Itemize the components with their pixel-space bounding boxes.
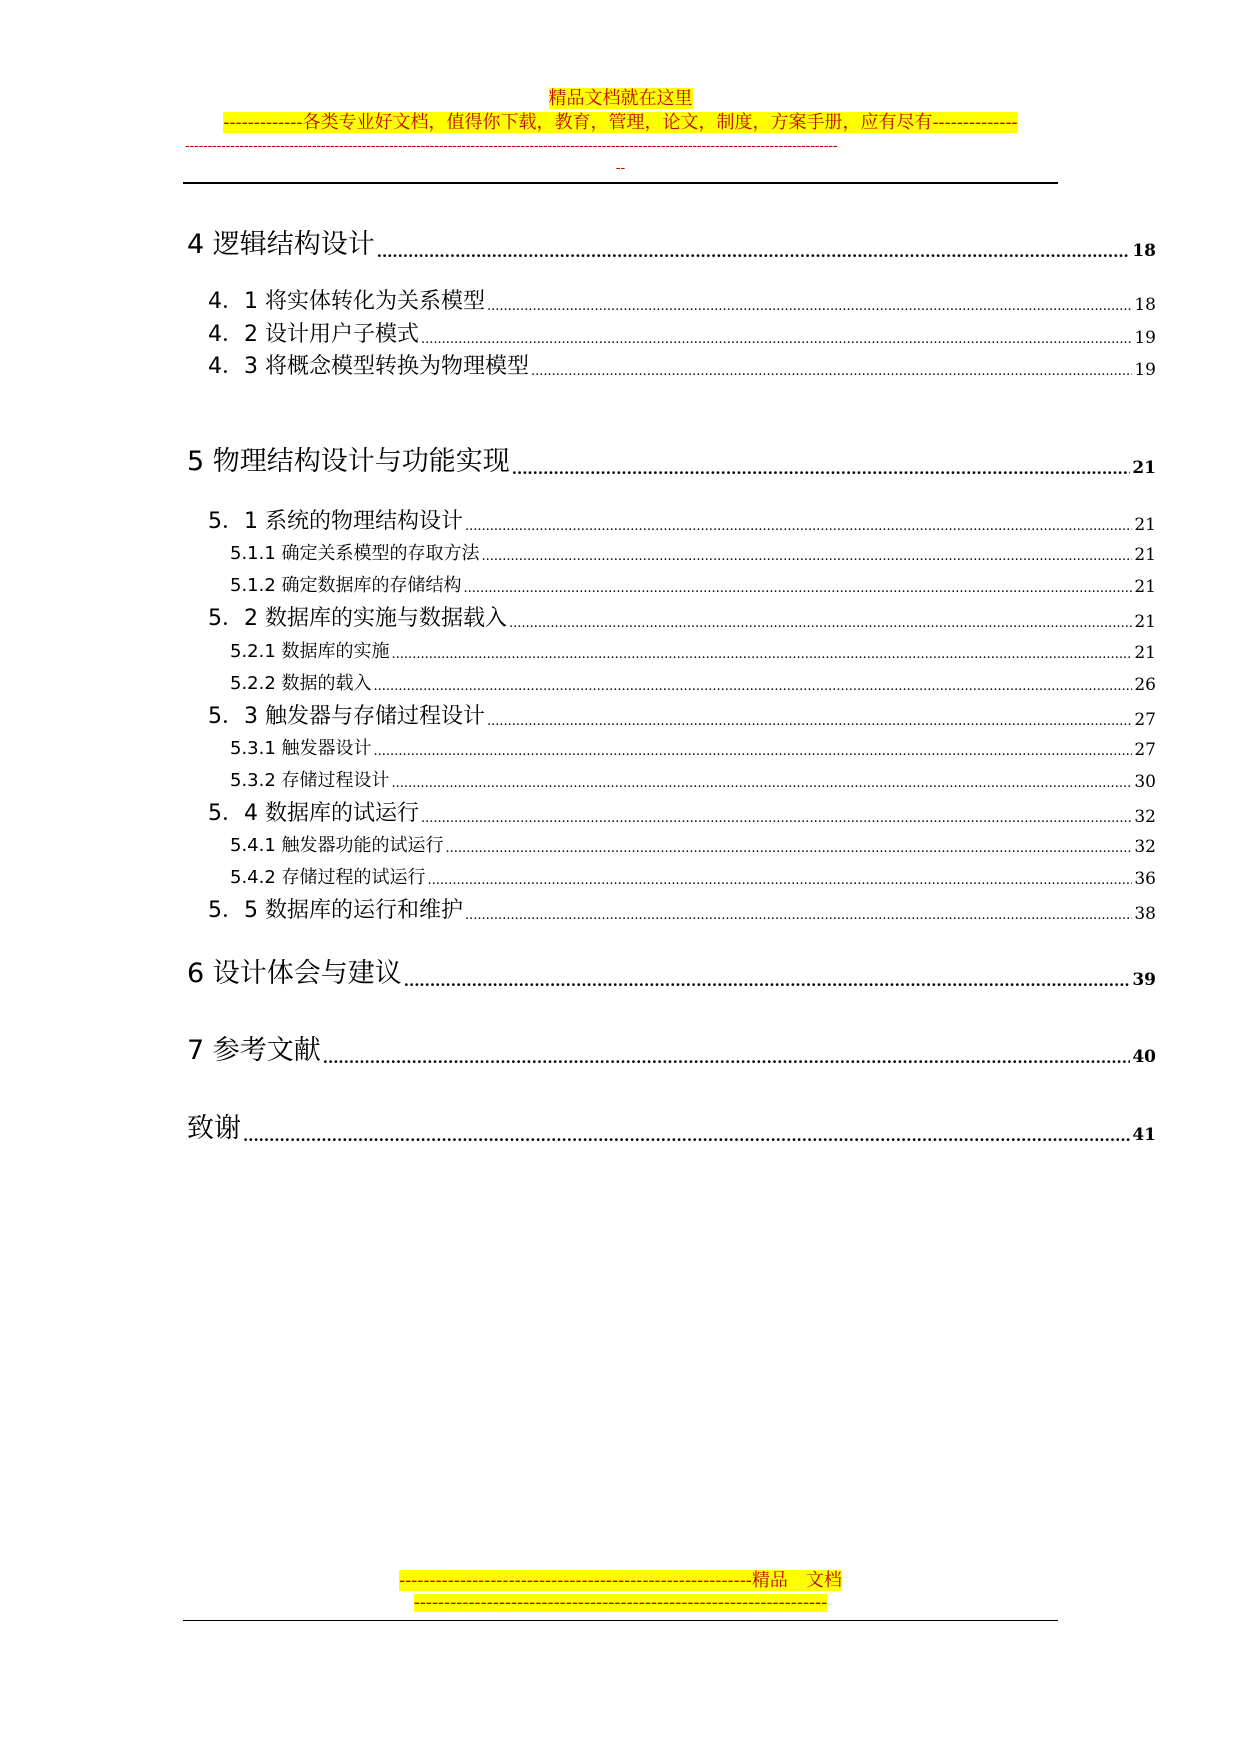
toc-leader bbox=[487, 299, 1132, 315]
toc-subsection-5-2-1[interactable] bbox=[230, 639, 1156, 663]
toc-leader bbox=[421, 811, 1132, 827]
toc-leader bbox=[421, 332, 1132, 348]
toc-chapter-7[interactable] bbox=[187, 1031, 1156, 1067]
toc-leader bbox=[392, 776, 1133, 792]
toc-leader bbox=[446, 841, 1133, 857]
toc-leader bbox=[243, 1127, 1130, 1145]
toc-title: 5．4 数据库的试运行 bbox=[208, 801, 419, 826]
toc-title: 5.4.1 触发器功能的试运行 bbox=[230, 835, 444, 856]
toc-leader bbox=[323, 1049, 1131, 1067]
toc-subsection-5-2-2[interactable] bbox=[230, 671, 1156, 695]
header-tagline: -------------各类专业好文档，值得你下载，教育，管理，论文，制度，方案手册，应有尽有-------------- bbox=[223, 112, 1018, 133]
footer-label: ----------------------------------------------------------精品 文档 bbox=[399, 1570, 842, 1591]
toc-page: 32 bbox=[1134, 837, 1156, 857]
toc-section-5-5[interactable] bbox=[208, 896, 1156, 924]
toc-title: 4 逻辑结构设计 bbox=[187, 229, 375, 260]
toc-page: 40 bbox=[1132, 1047, 1156, 1067]
toc-title: 5.1.1 确定关系模型的存取方法 bbox=[230, 543, 480, 564]
toc-subsection-5-4-1[interactable] bbox=[230, 833, 1156, 857]
toc-leader bbox=[464, 581, 1133, 597]
header-tagline-line bbox=[0, 112, 1241, 134]
footer-dashes-line bbox=[0, 1594, 1241, 1612]
header-dashes-tail: -- bbox=[615, 160, 626, 176]
toc-title: 5．1 系统的物理结构设计 bbox=[208, 509, 463, 534]
toc-page: 41 bbox=[1132, 1125, 1156, 1145]
toc-leader bbox=[377, 243, 1131, 261]
toc-leader bbox=[428, 873, 1133, 889]
toc-title: 5.4.2 存储过程的试运行 bbox=[230, 867, 426, 888]
toc-page: 32 bbox=[1134, 807, 1156, 827]
toc-chapter-6[interactable] bbox=[187, 954, 1156, 990]
toc-section-5-3[interactable] bbox=[208, 702, 1156, 730]
toc-page: 27 bbox=[1134, 710, 1156, 730]
toc-leader bbox=[374, 679, 1133, 695]
toc-leader bbox=[374, 744, 1133, 760]
toc-page: 36 bbox=[1134, 869, 1156, 889]
toc-section-4-2[interactable] bbox=[208, 320, 1156, 348]
header-title: 精品文档就在这里 bbox=[548, 88, 693, 109]
toc-title: 5．3 触发器与存储过程设计 bbox=[208, 704, 485, 729]
footer-rule bbox=[183, 1620, 1058, 1621]
toc-subsection-5-4-2[interactable] bbox=[230, 865, 1156, 889]
toc-subsection-5-3-1[interactable] bbox=[230, 736, 1156, 760]
toc-leader bbox=[465, 908, 1132, 924]
toc-leader bbox=[482, 549, 1133, 565]
toc-leader bbox=[487, 714, 1132, 730]
toc-leader bbox=[512, 460, 1131, 478]
toc-page: 26 bbox=[1134, 675, 1156, 695]
toc-leader bbox=[404, 972, 1131, 990]
toc-section-5-2[interactable] bbox=[208, 604, 1156, 632]
toc-title: 5.2.1 数据库的实施 bbox=[230, 641, 390, 662]
toc-page: 21 bbox=[1134, 545, 1156, 565]
toc-title: 5.3.2 存储过程设计 bbox=[230, 770, 390, 791]
toc-title: 5．5 数据库的运行和维护 bbox=[208, 898, 463, 923]
toc-section-4-3[interactable] bbox=[208, 352, 1156, 380]
toc-page: 21 bbox=[1134, 577, 1156, 597]
toc-title: 4．2 设计用户子模式 bbox=[208, 322, 419, 347]
toc-page: 27 bbox=[1134, 740, 1156, 760]
toc-page: 19 bbox=[1134, 360, 1156, 380]
toc-page: 21 bbox=[1134, 612, 1156, 632]
toc-subsection-5-3-2[interactable] bbox=[230, 768, 1156, 792]
toc-acknowledgements[interactable] bbox=[187, 1109, 1156, 1145]
toc-title: 致谢 bbox=[187, 1113, 241, 1144]
toc-title: 5.2.2 数据的载入 bbox=[230, 673, 372, 694]
toc-chapter-4[interactable] bbox=[187, 225, 1156, 261]
toc-section-4-1[interactable] bbox=[208, 287, 1156, 315]
header-dashes: ------------------------------------------------------------------------------------------------------------------------------------------------ bbox=[185, 138, 838, 154]
toc-page: 19 bbox=[1134, 328, 1156, 348]
toc-title: 5．2 数据库的实施与数据载入 bbox=[208, 606, 507, 631]
toc-chapter-5[interactable] bbox=[187, 442, 1156, 478]
toc-subsection-5-1-2[interactable] bbox=[230, 573, 1156, 597]
toc-leader bbox=[531, 364, 1132, 380]
toc-page: 39 bbox=[1132, 970, 1156, 990]
toc-leader bbox=[465, 519, 1132, 535]
toc-page: 21 bbox=[1134, 515, 1156, 535]
toc-page: 18 bbox=[1134, 295, 1156, 315]
toc-section-5-4[interactable] bbox=[208, 799, 1156, 827]
toc-title: 7 参考文献 bbox=[187, 1035, 321, 1066]
toc-page: 38 bbox=[1134, 904, 1156, 924]
toc-page: 21 bbox=[1134, 643, 1156, 663]
toc-section-5-1[interactable] bbox=[208, 507, 1156, 535]
toc-page: 21 bbox=[1132, 458, 1156, 478]
toc-page: 30 bbox=[1134, 772, 1156, 792]
toc-title: 6 设计体会与建议 bbox=[187, 958, 402, 989]
footer-label-line bbox=[0, 1570, 1241, 1592]
toc-leader bbox=[509, 616, 1132, 632]
footer-dashes: -------------------------------------------------------------------- bbox=[413, 1594, 828, 1612]
toc-title: 4．1 将实体转化为关系模型 bbox=[208, 289, 485, 314]
toc-subsection-5-1-1[interactable] bbox=[230, 541, 1156, 565]
header-title-line bbox=[0, 88, 1241, 110]
toc-page: 18 bbox=[1132, 241, 1156, 261]
header-rule bbox=[183, 182, 1058, 184]
toc-title: 5 物理结构设计与功能实现 bbox=[187, 446, 510, 477]
toc-title: 4．3 将概念模型转换为物理模型 bbox=[208, 354, 529, 379]
toc-title: 5.1.2 确定数据库的存储结构 bbox=[230, 575, 462, 596]
toc-title: 5.3.1 触发器设计 bbox=[230, 738, 372, 759]
toc-leader bbox=[392, 647, 1133, 663]
